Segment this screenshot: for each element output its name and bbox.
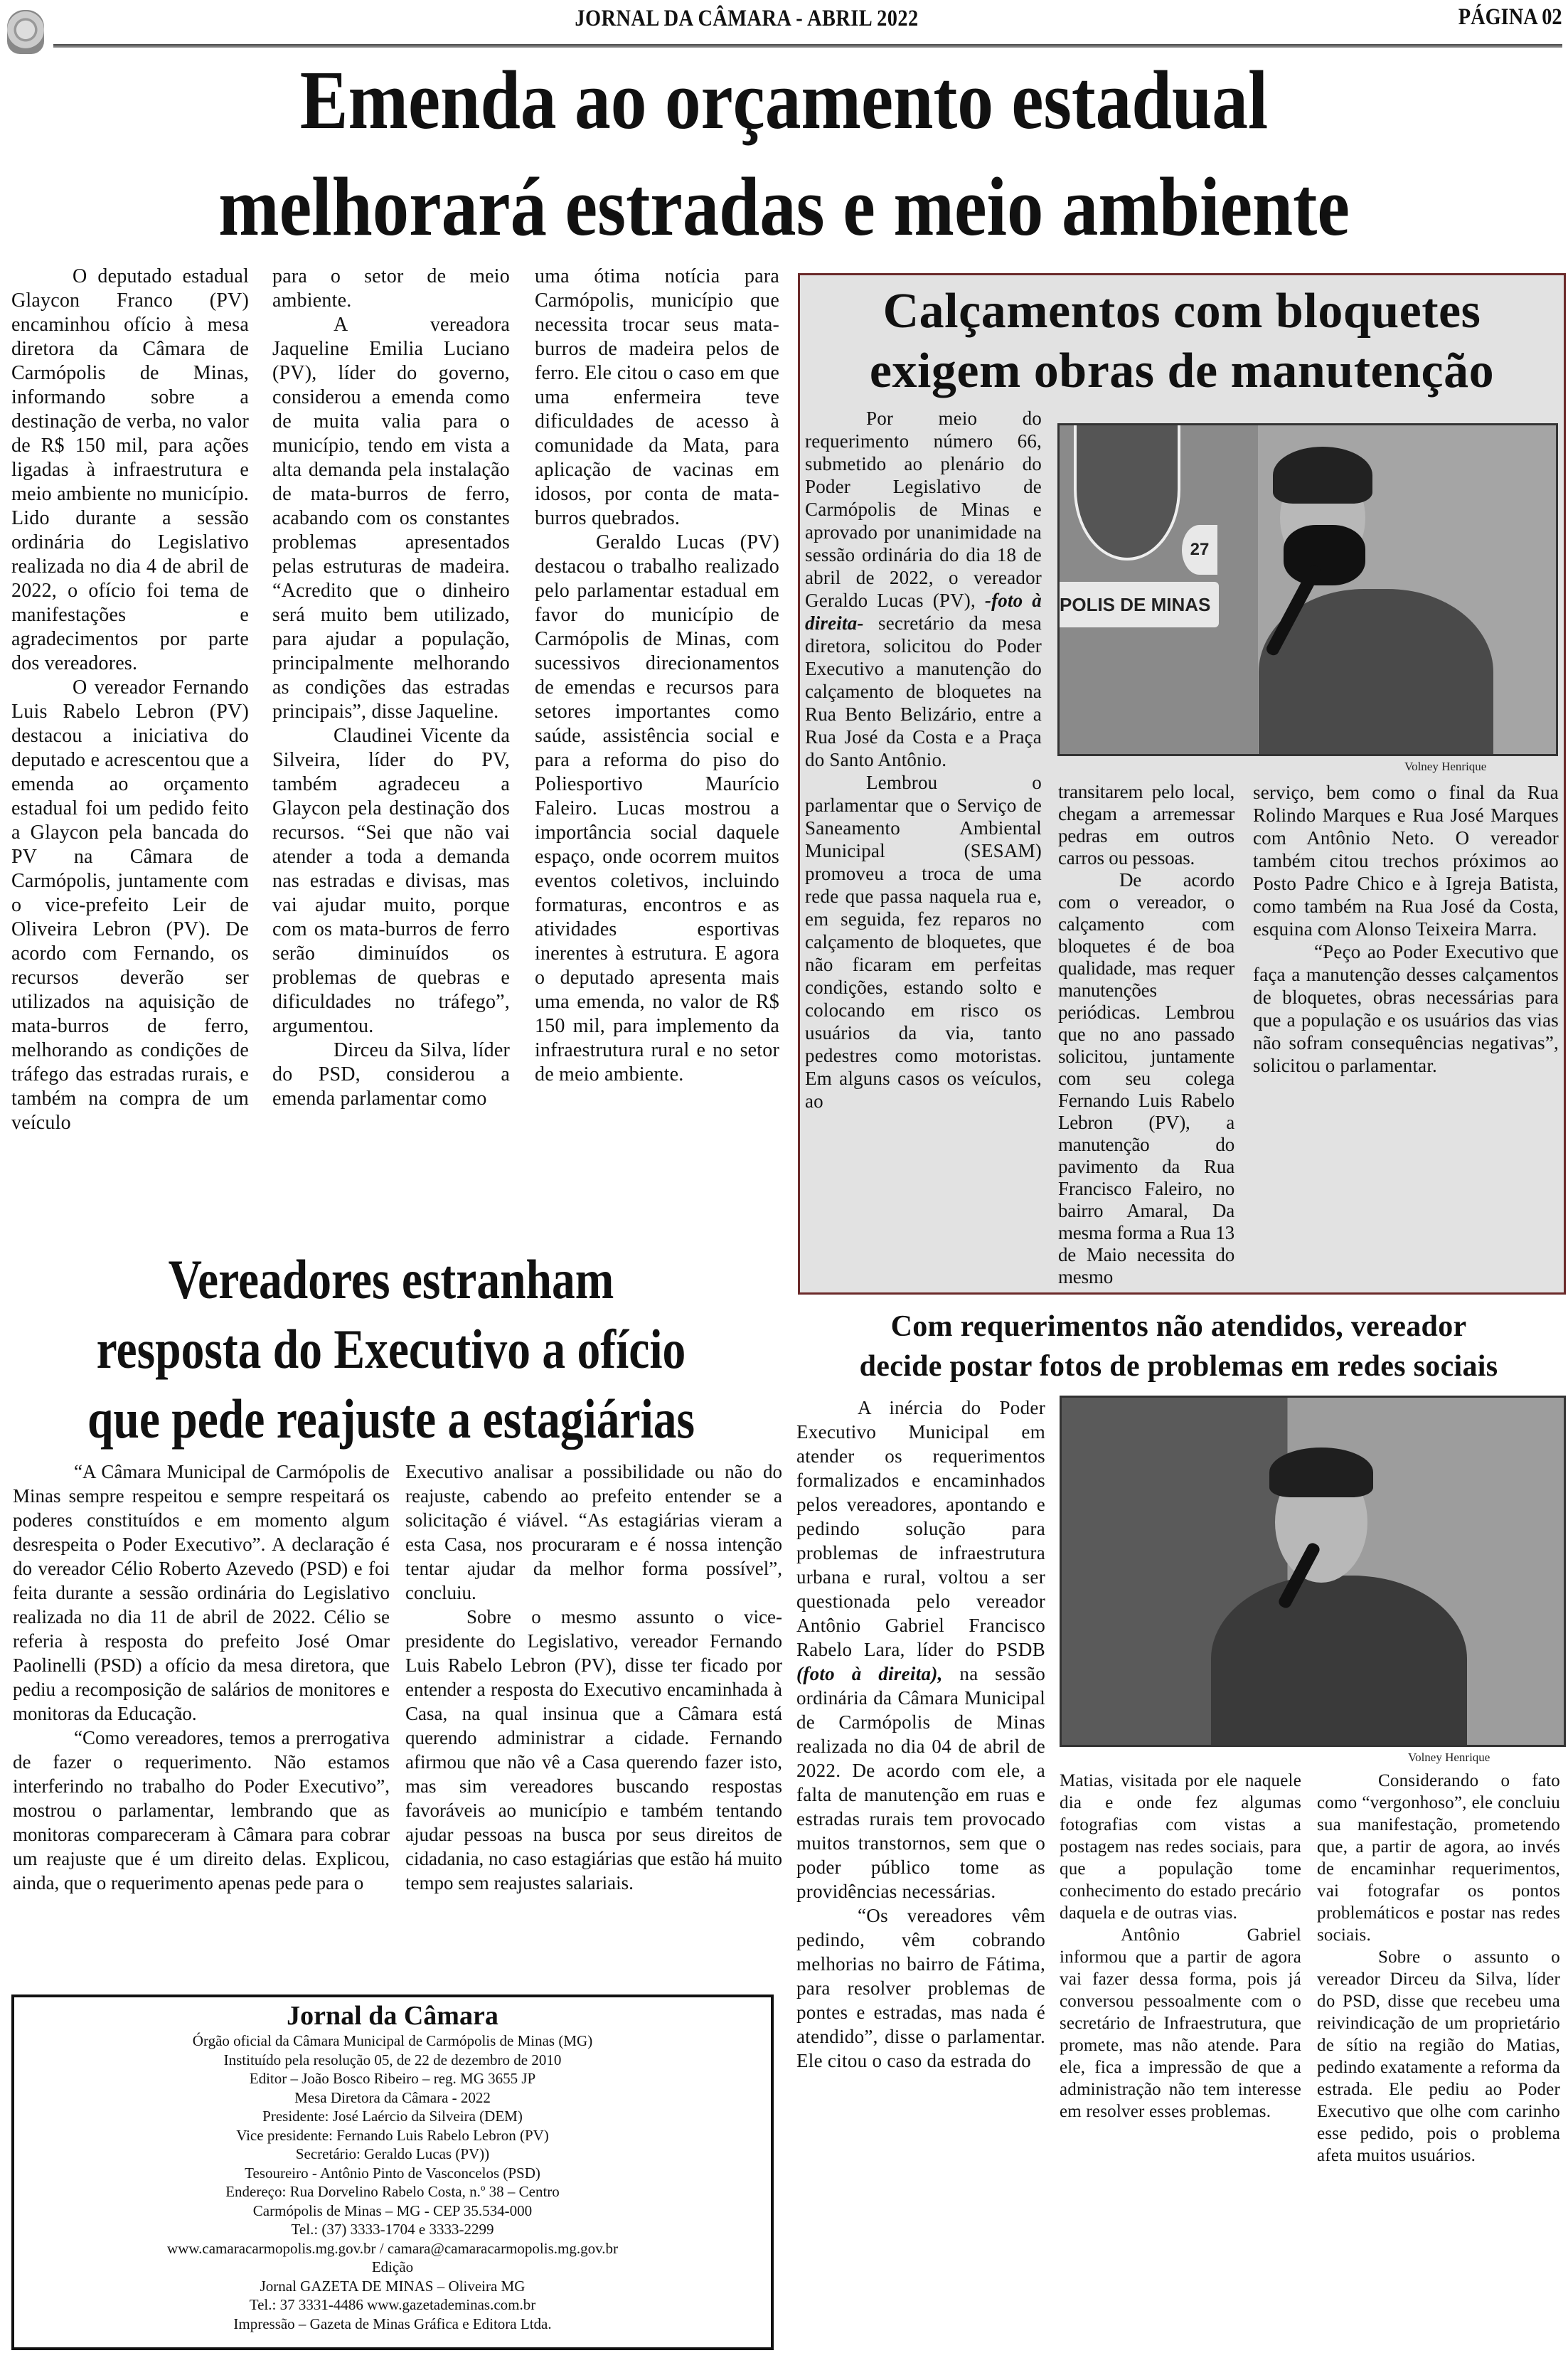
paragraph: Executivo analisar a possibilidade ou não do reajuste, cabendo ao prefeito entender se a solicitação é viável. “As estagiárias vieram a esta Casa, nos procuraram e é nossa intenção tentar ajudar da melhor forma possível”, concluiu. — [405, 1461, 782, 1603]
calcamentos-headline-line2: exigem obras de manutenção — [869, 344, 1495, 398]
text-span: secretário da mesa diretora, solicitou do Poder Executivo a manutenção do calçamento de bloquetes na Rua Bento Belizário, entre a Rua José da Costa e a Praça do Santo Antônio. — [805, 612, 1042, 770]
masthead-line: Endereço: Rua Dorvelino Rabelo Costa, n.º 38 – Centro — [225, 2183, 560, 2200]
paragraph: Antônio Gabriel informou que a partir de agora vai fazer dessa forma, pois já conversou pessoalmente com o secretário de Infraestrutura, que promete, mas não atende. Para ele, fica a impressão de que a administração não tem interesse em resolver esses problemas. — [1060, 1926, 1301, 2121]
masthead-box — [11, 1995, 774, 2350]
masthead-line: Instituído pela resolução 05, de 22 de dezembro de 2010 — [223, 2051, 562, 2068]
photo-credit: Volney Henrique — [1404, 760, 1487, 773]
lead-headline-line1: Emenda ao orçamento estadual — [299, 53, 1269, 147]
paragraph: De acordo com o vereador, o calçamento com bloquetes é de boa qualidade, mas requer manutenções periódicas. Lembrou que no ano passado solicitou, juntamente com seu colega Fernando Luis Rabelo Lebron (PV), a manutenção do pavimento da Rua Francisco Faleiro, no bairro Amaral, Da mesma forma a Rua 13 de Maio necessita do mesmo — [1058, 869, 1234, 1287]
calcamentos-column-1 — [805, 407, 1042, 1289]
redes-column-2 — [1060, 1770, 1301, 2349]
photo-reference: -foto à direita- — [805, 590, 1042, 634]
person-body — [1211, 1576, 1467, 1747]
calcamentos-column-3 — [1253, 781, 1559, 1289]
paragraph: Sobre o assunto o vereador Dirceu da Silva, líder do PSD, disse que recebeu uma reivindicação de um proprietário de sítio na região do Matias, pedindo exatamente a reforma da estrada. Ele pediu ao Poder Executivo que olhe com carinho esse pedido, pois o problema afeta muitos usuários. — [1317, 1948, 1560, 2165]
lead-headline-line2: melhorará estradas e meio ambiente — [218, 160, 1350, 253]
masthead-line: Edição — [371, 2258, 414, 2275]
masthead-link[interactable]: www.camaracarmopolis.mg.gov.br / camara@camaracarmopolis.mg.gov.br — [167, 2239, 618, 2257]
text-span: A inércia do Poder Executivo Municipal em atender os requerimentos formalizados e encaminhados pelos vereadores, apontando e pedindo solução para problemas de infraestrutura urbana e rural, voltou a ser questionada pelo vereador Antônio Gabriel Francisco Rabelo Lara, líder do PSDB — [796, 1397, 1045, 1660]
paragraph: transitarem pelo local, chegam a arremessar pedras em outros carros ou pessoas. — [1058, 781, 1234, 869]
person-hair — [1269, 1448, 1373, 1497]
masthead-title: Jornal da Câmara — [287, 2001, 498, 2031]
running-head: JORNAL DA CÂMARA - ABRIL 2022 — [575, 6, 919, 31]
paragraph: “A Câmara Municipal de Carmópolis de Minas sempre respeitou e sempre respeitará os poderes constituídos e em momento algum desrespeita o Poder Executivo”. A declaração é do vereador Célio Roberto Azevedo (PSD) e foi feita durante a sessão ordinária do Legislativo realizada no dia 11 de abril de 2022. Célio se referia à resposta do prefeito José Omar Paolinelli (PSD) a ofício da mesa diretora, que pediu a recomposição de salários de monitores e monitoras da Educação. — [13, 1461, 390, 1724]
redes-headline-line2: decide postar fotos de problemas em redes sociais — [859, 1350, 1498, 1383]
paragraph: A vereadora Jaqueline Emilia Luciano (PV), líder do governo, considerou a emenda como de muita valia para o município, tendo em vista a alta demanda pela instalação de mata-burros de ferro, acabando com os constantes problemas apresentados pelas estruturas de madeira. “Acredito que o dinheiro será muito bem utilizado, para ajudar a população, principalmente melhorando as condições das estradas principais”, disse Jaqueline. — [272, 314, 510, 723]
calcamentos-headline — [800, 282, 1564, 401]
sign-board: POLIS DE MINAS — [1057, 582, 1219, 627]
text-span: na sessão ordinária da Câmara Municipal de Carmópolis de Minas realizada no dia 04 de abril de 2022. De acordo com ele, a falta de manutenção em ruas e estradas rurais tem provocado muitos transtornos, sem que o poder público tome as providências necessárias. — [796, 1663, 1045, 1902]
lead-column-1 — [11, 265, 249, 1239]
paragraph — [805, 407, 1042, 771]
paragraph: O deputado estadual Glaycon Franco (PV) encaminhou ofício à mesa diretora da Câmara de Carmópolis de Minas, informando sobre a destinação de verba, no valor de R$ 150 mil, para ações ligadas à infraestrutura e meio ambiente no município. Lido durante a sessão ordinária do Legislativo realizada no dia 4 de abril de 2022, o ofício foi tema de manifestações e agradecimentos por parte dos vereadores. — [11, 265, 249, 674]
masthead-line: Vice presidente: Fernando Luis Rabelo Lebron (PV) — [236, 2126, 549, 2144]
paragraph: “Os vereadores vêm pedindo, vêm cobrando melhorias no bairro de Fátima, para resolver problemas de pontes e estradas, mas nada é atendido”, disse o parlamentar. Ele citou o caso da estrada do — [796, 1905, 1045, 2071]
badge-number: 27 — [1182, 525, 1217, 575]
masthead-lines — [14, 2031, 771, 2333]
coat-of-arms-shape — [1074, 423, 1180, 561]
paragraph: Claudinei Vicente da Silveira, líder do PV, também agradeceu a Glaycon pela destinação dos recursos. “Sei que não vai atender a toda a demanda nas estradas e divisas, mas vai ajudar muito, porque com os mata-burros de ferro serão diminuídos os problemas de quebras e dificuldades no tráfego”, argumentou. — [272, 725, 510, 1037]
photo-reference: (foto à direita), — [796, 1663, 943, 1684]
estagiarias-column-2 — [405, 1460, 782, 1986]
paragraph: para o setor de meio ambiente. — [272, 265, 510, 312]
paragraph: Sobre o mesmo assunto o vice-presidente do Legislativo, vereador Fernando Luis Rabelo Lebron (PV), disse ter ficado por entender a resposta do Executivo encaminhada à Casa, na qual insinua que a Câmara está querendo administrar a cidade. Fernando afirmou que não vê a Casa querendo fazer isto, mas sim vereadores buscando respostas favoráveis ao município e também tentando ajudar pessoas na busca por seus direitos de cidadania, no caso estagiárias que estão há muito tempo sem reajustes salariais. — [405, 1606, 782, 1893]
masthead-line: Presidente: José Laércio da Silveira (DEM) — [262, 2108, 523, 2125]
paragraph: O vereador Fernando Luis Rabelo Lebron (PV) destacou a iniciativa do deputado e acrescentou que a emenda ao orçamento estadual foi um pedido feito a Glaycon pela bancada do PV na Câmara de Carmópolis, juntamente com o vice-prefeito Leir de Oliveira Lebron (PV). De acordo com Fernando, os recursos deverão ser utilizados na aquisição de mata-burros de ferro, melhorando as condições de tráfego das estradas rurais, e também na compra de um veículo — [11, 676, 249, 1134]
paragraph: Lembrou o parlamentar que o Serviço de Saneamento Ambiental Municipal (SESAM) promoveu a troca de uma rede que passa naquela rua e, em seguida, fez reparos no calçamento de bloquetes, que não ficaram em perfeitas condições, estando solto e colocando em risco os usuários da via, tanto pedestres como motoristas. Em alguns casos os veículos, ao — [805, 772, 1042, 1112]
redes-column-3 — [1317, 1770, 1560, 2349]
paragraph: Matias, visitada por ele naquele dia e onde fez algumas fotografias com vistas a postagem nas redes sociais, para que a população tome conhecimento do estado precário daquela e de outras vias. — [1060, 1771, 1301, 1923]
municipal-seal-icon — [7, 10, 44, 54]
page-number: PÁGINA 02 — [1458, 4, 1562, 30]
masthead-line: Impressão – Gazeta de Minas Gráfica e Editora Ltda. — [233, 2315, 552, 2332]
masthead-line: Editor – João Bosco Ribeiro – reg. MG 3655 JP — [249, 2070, 536, 2087]
paragraph: “Como vereadores, temos a prerrogativa de fazer o requerimento. Não estamos interferindo no trabalho do Poder Executivo”, mostrou o parlamentar, lembrando que as monitoras compareceram à Câmara para cobrar um reajuste que é um direito delas. Explicou, ainda, que o requerimento apenas pede para o — [13, 1727, 390, 1893]
masthead-line: Tel.: (37) 3333-1704 e 3333-2299 — [291, 2221, 494, 2238]
paragraph — [796, 1396, 1045, 1903]
masthead-line: Tel.: 37 3331-4486 www.gazetademinas.com.br — [249, 2296, 536, 2313]
photo-geraldo-lucas — [1057, 423, 1558, 756]
header-rule — [53, 44, 1562, 48]
text-span: Por meio do requerimento número 66, submetido ao plenário do Poder Legislativo de Carmópolis de Minas e aprovado por unanimidade na sessão ordinária do dia 18 de abril de 2022, o vereador Geraldo Lucas (PV), — [805, 408, 1042, 611]
photo-antonio-gabriel — [1060, 1396, 1566, 1747]
estagiarias-column-1 — [13, 1460, 390, 1986]
masthead-line: Secretário: Geraldo Lucas (PV)) — [295, 2145, 490, 2162]
paragraph: Considerando o fato como “vergonhoso”, ele concluiu sua manifestação, prometendo que, a partir de agora, ao invés de encaminhar requerimentos, vai fotografar os pontos problemáticos e postar nas redes sociais. — [1317, 1771, 1560, 1945]
lead-column-3 — [535, 265, 779, 1239]
masthead-line: Jornal GAZETA DE MINAS – Oliveira MG — [260, 2277, 526, 2295]
masthead-line: Órgão oficial da Câmara Municipal de Carmópolis de Minas (MG) — [192, 2032, 593, 2049]
paragraph: Dirceu da Silva, líder do PSD, considerou a emenda parlamentar como — [272, 1039, 510, 1110]
person-hair — [1273, 447, 1372, 504]
paragraph: Geraldo Lucas (PV) destacou o trabalho realizado pelo parlamentar estadual em favor do município de Carmópolis de Minas, com sucessivos direcionamentos de emendas e recursos para setores importantes como saúde, assistência social e para a reforma do piso do Poliesportivo Maurício Faleiro. Lucas mostrou a importância social daquele espaço, onde ocorrem muitos eventos coletivos, incluindo formaturas, encontros e as atividades esportivas inerentes à estrutura. E agora o deputado apresenta mais uma emenda, no valor de R$ 150 mil, para implemento da infraestrutura rural e no setor de meio ambiente. — [535, 531, 779, 1085]
masthead-line: Carmópolis de Minas – MG - CEP 35.534-000 — [252, 2201, 533, 2219]
estagiarias-headline-line1: Vereadores estranham — [168, 1248, 614, 1310]
masthead-line: Tesoureiro - Antônio Pinto de Vasconcelos (PSD) — [245, 2164, 540, 2182]
face-mask — [1284, 525, 1365, 585]
calcamentos-column-2 — [1058, 781, 1234, 1289]
paragraph: serviço, bem como o final da Rua Rolindo Marques e Rua José Marques com Antônio Neto. O vereador também citou trechos próximos ao Posto Padre Chico e à Igreja Batista, como também na Rua José da Costa, esquina com Alonso Teixeira Marra. — [1253, 782, 1559, 940]
calcamentos-headline-line1: Calçamentos com bloquetes — [882, 284, 1481, 339]
redes-headline-line1: Com requerimentos não atendidos, vereador — [890, 1310, 1467, 1343]
lead-column-2 — [272, 265, 510, 1239]
redes-column-1 — [796, 1396, 1045, 2349]
paragraph: “Peço ao Poder Executivo que faça a manutenção desses calçamentos de bloquetes, obras necessárias para que a população e os usuários das vias não sofram consequências negativas”, solicitou o parlamentar. — [1253, 941, 1559, 1076]
estagiarias-headline-line2: resposta do Executivo a ofício — [96, 1318, 686, 1380]
paragraph: uma ótima notícia para Carmópolis, município que necessita trocar seus mata-burros de madeira pelos de ferro. Ele citou o caso em que uma enfermeira teve dificuldades de acesso à comunidade da Mata, para aplicação de vacinas em idosos, por conta de mata-burros quebrados. — [535, 265, 779, 529]
photo-credit: Volney Henrique — [1408, 1751, 1490, 1764]
masthead-line: Mesa Diretora da Câmara - 2022 — [294, 2088, 491, 2106]
estagiarias-headline-line3: que pede reajuste a estagiárias — [87, 1388, 695, 1450]
